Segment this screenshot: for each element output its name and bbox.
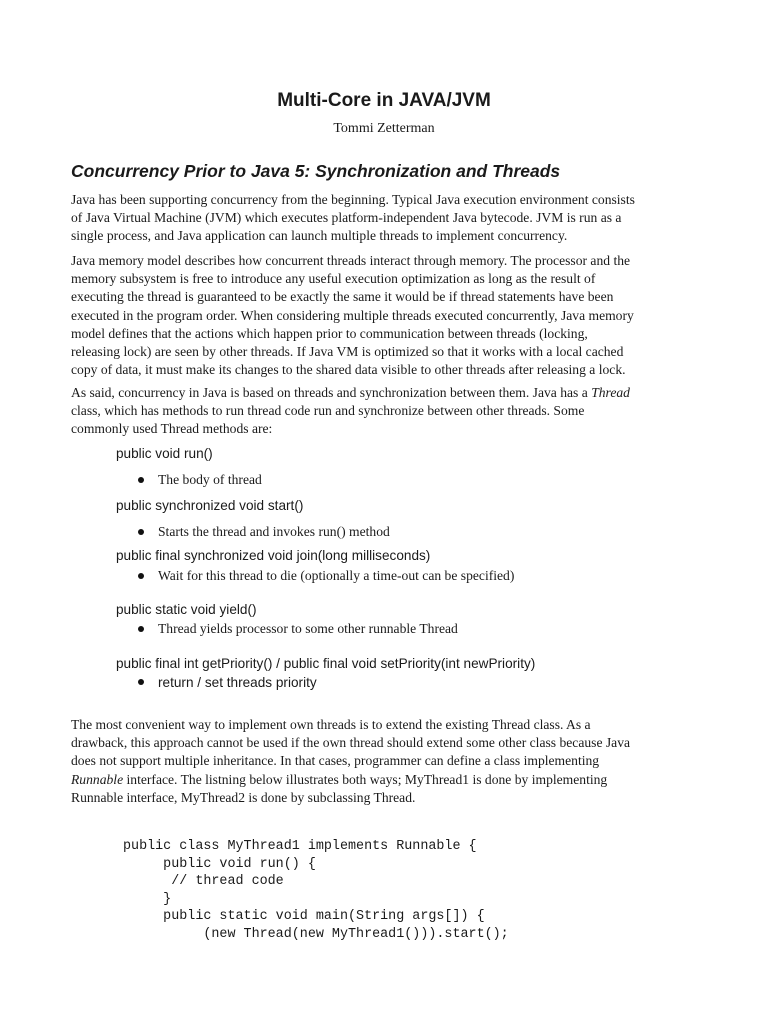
bullet-icon: [138, 626, 144, 632]
paragraph-text: As said, concurrency in Java is based on threads and synchronization between them. Java has a: [71, 385, 592, 400]
thread-class-term: Thread: [591, 385, 630, 400]
code-line: public static void main(String args[]) {: [123, 909, 485, 924]
paragraph-implementation: [71, 716, 707, 807]
code-listing: [123, 838, 509, 943]
paragraph-line: single process, and Java application can launch multiple threads to implement concurrency.: [71, 228, 568, 244]
method-description-text: Wait for this thread to die (optionally a time-out can be specified): [158, 568, 515, 583]
section-heading: Concurrency Prior to Java 5: Synchronization and Threads: [71, 161, 561, 181]
paragraph-line: executing the thread is guaranteed to be exactly the same it would be if thread statements have been: [71, 289, 614, 305]
document-author: Tommi Zetterman: [333, 121, 435, 136]
bullet-icon: [138, 573, 144, 579]
paragraph-line: Runnable interface, MyThread2 is done by subclassing Thread.: [71, 789, 416, 805]
paragraph-line: memory subsystem is free to introduce any useful execution optimization as long as the result of: [71, 271, 596, 287]
runnable-term: Runnable: [71, 771, 124, 787]
method-description-text: Starts the thread and invokes run() method: [158, 524, 390, 539]
paragraph-memory-model: [71, 252, 707, 379]
bullet-icon: [138, 529, 144, 535]
method-signature: public static void yield(): [116, 602, 257, 617]
method-signature: public void run(): [116, 446, 213, 461]
method-description: [138, 568, 514, 584]
paragraph-line: of Java Virtual Machine (JVM) which executes platform-independent Java bytecode. JVM is run as a: [71, 210, 622, 226]
bullet-icon: [138, 477, 144, 483]
method-description: [138, 675, 317, 690]
method-description-text: Thread yields processor to some other runnable Thread: [158, 621, 458, 636]
method-description-text: return / set threads priority: [158, 675, 317, 690]
code-line: public void run() {: [123, 856, 316, 872]
method-signature: public final synchronized void join(long milliseconds): [116, 548, 431, 563]
paragraph-line: The most convenient way to implement own threads is to extend the existing Thread class. As a: [71, 717, 591, 732]
code-line: (new Thread(new MyThread1())).start();: [123, 926, 509, 942]
paragraph-line: model defines that the actions which happen prior to communication between threads (locking,: [71, 325, 588, 341]
method-signature: public synchronized void start(): [116, 498, 304, 513]
paragraph-line: class, which has methods to run thread code run and synchronize between other threads. Some: [71, 403, 585, 419]
paragraph-line: does not support multiple inheritance. In that cases, programmer can define a class implementing: [71, 753, 600, 769]
code-line: // thread code: [123, 874, 284, 889]
paragraph-line: commonly used Thread methods are:: [71, 421, 273, 437]
code-line: public class MyThread1 implements Runnable {: [123, 839, 477, 854]
paragraph-thread-class: [71, 384, 707, 439]
document-title: Multi-Core in JAVA/JVM: [277, 90, 491, 111]
method-description: [138, 524, 390, 540]
paragraph-intro: [71, 191, 707, 246]
paragraph-line: drawback, this approach cannot be used if the own thread should extend some other class because Java: [71, 735, 631, 751]
paragraph-line: releasing lock) are seen by other threads. If Java VM is optimized so that it works with a local cached: [71, 344, 624, 360]
paragraph-line: Java has been supporting concurrency from the beginning. Typical Java execution environment consists: [71, 192, 635, 207]
paragraph-line: copy of data, it must make its changes to the shared data visible to other threads after releasing a lock.: [71, 362, 626, 378]
method-description-text: The body of thread: [158, 472, 262, 487]
paragraph-line: [71, 384, 707, 402]
method-description: [138, 621, 458, 637]
paragraph-line: [71, 771, 707, 789]
paragraph-line: executed in the program order. When considering multiple threads executed concurrently, Java memory: [71, 307, 634, 323]
code-line: }: [123, 891, 172, 907]
method-signature: public final int getPriority() / public final void setPriority(int newPriority): [116, 656, 536, 671]
paragraph-text: interface. The listning below illustrates both ways; MyThread1 is done by implementing: [123, 771, 608, 787]
method-description: [138, 472, 262, 488]
bullet-icon: [138, 679, 144, 685]
paragraph-line: Java memory model describes how concurrent threads interact through memory. The processor and the: [71, 253, 631, 268]
